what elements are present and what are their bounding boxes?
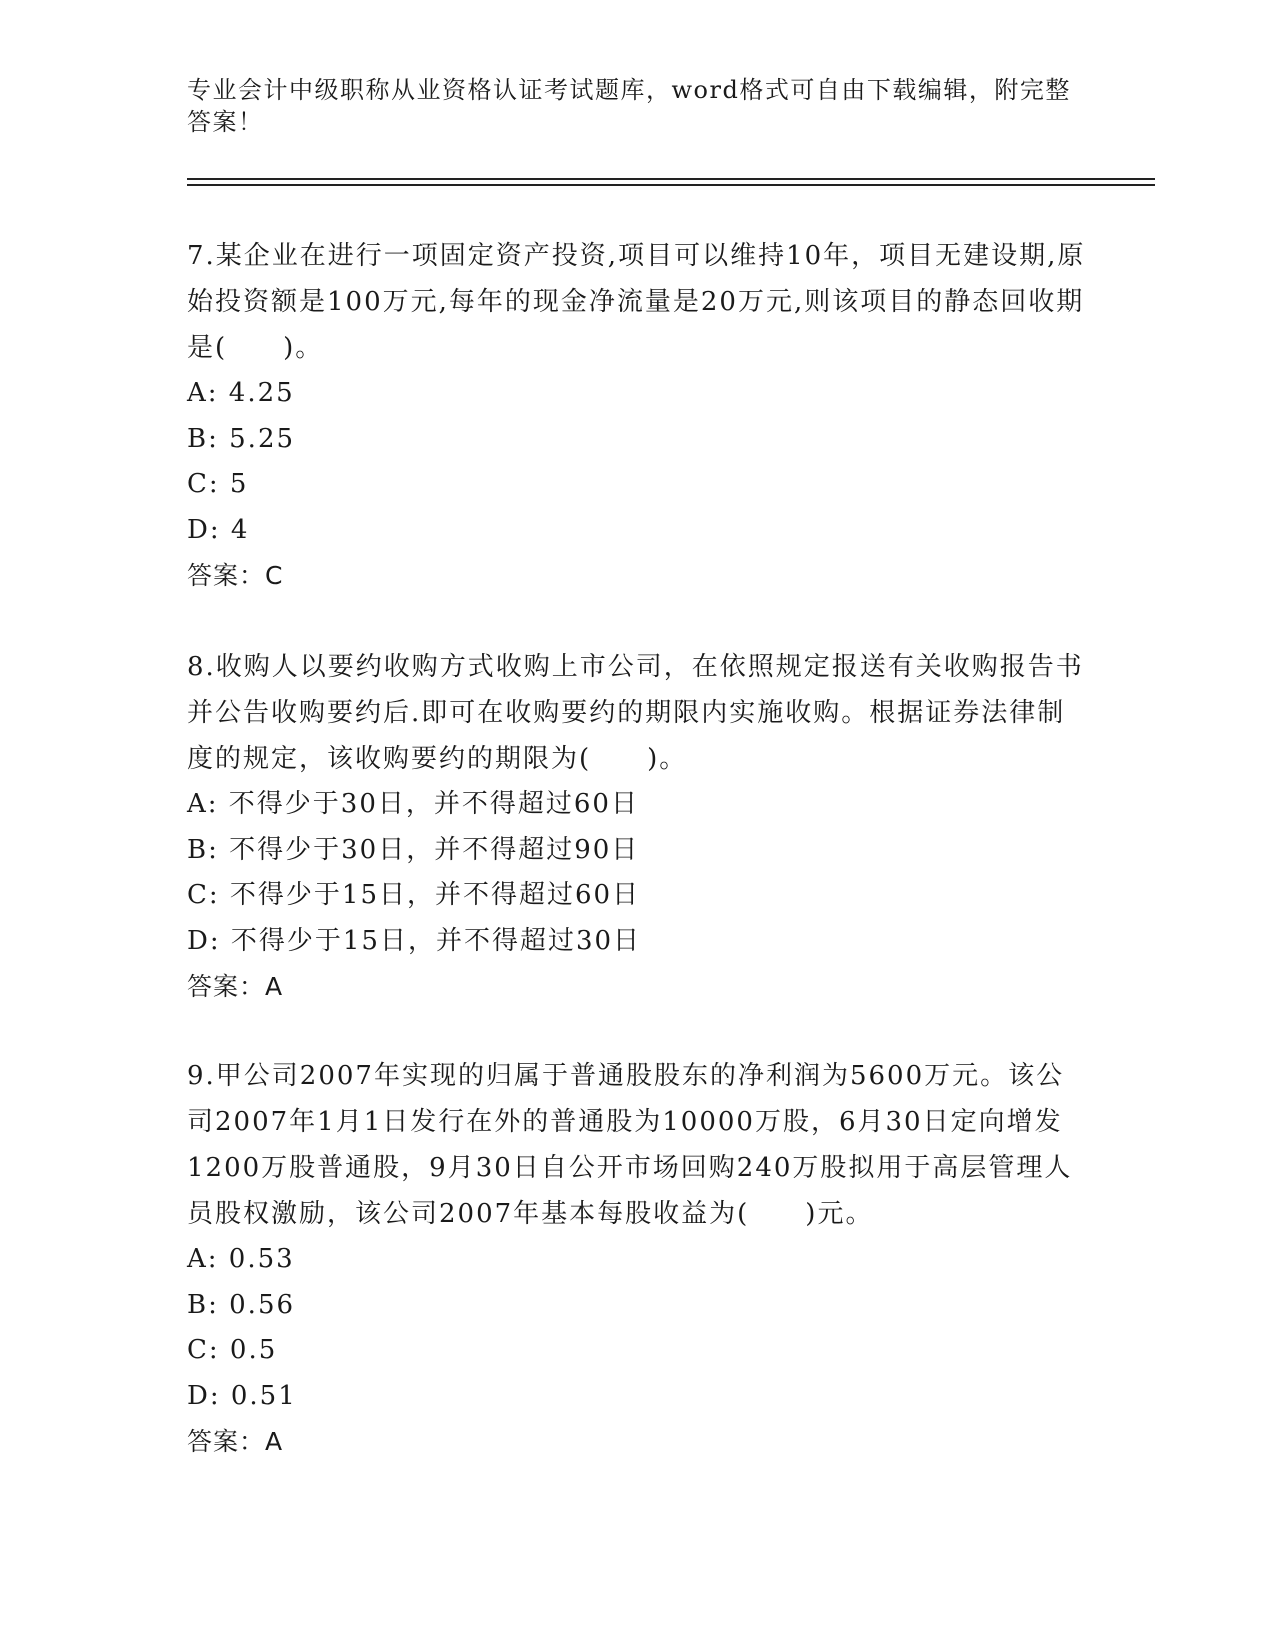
option-b: B: 0.56: [187, 1289, 296, 1320]
option-d: D: 0.51: [187, 1380, 297, 1411]
option-c: C: 不得少于15日，并不得超过60日: [187, 880, 641, 910]
answer: 答案：A: [187, 972, 284, 1001]
answer: 答案：C: [187, 561, 284, 590]
option-d: D: 4: [187, 514, 250, 545]
question-7: [187, 233, 1087, 599]
header-divider-top: [187, 178, 1155, 180]
option-a: A: 不得少于30日，并不得超过60日: [187, 789, 639, 819]
question-8: [187, 644, 1087, 1010]
question-stem: 9.甲公司2007年实现的归属于普通股股东的净利润为5600万元。该公司2007年1月1日发行在外的普通股为10000万股，6月30日定向增发1200万股普通股，9月30日自公开市场回购240万股拟用于高层管理人员股权激励，该公司2007年基本每股收益为( )元。: [187, 1061, 1073, 1229]
option-a: A: 4.25: [187, 378, 295, 408]
option-c: C: 5: [187, 469, 249, 499]
option-d: D: 不得少于15日，并不得超过30日: [187, 925, 642, 956]
header-divider-bottom: [187, 184, 1155, 186]
question-stem: 8.收购人以要约收购方式收购上市公司，在依照规定报送有关收购报告书并公告收购要约后.即可在收购要约的期限内实施收购。根据证券法律制度的规定，该收购要约的期限为( )。: [187, 652, 1084, 774]
option-c: C: 0.5: [187, 1335, 278, 1365]
option-b: B: 不得少于30日，并不得超过90日: [187, 834, 640, 865]
option-a: A: 0.53: [187, 1244, 295, 1274]
page-header: 专业会计中级职称从业资格认证考试题库，word格式可自由下载编辑，附完整答案！: [187, 76, 1071, 136]
question-9: [187, 1053, 1087, 1465]
question-stem: 7.某企业在进行一项固定资产投资,项目可以维持10年，项目无建设期,原始投资额是100万元,每年的现金净流量是20万元,则该项目的静态回收期是( )。: [187, 241, 1086, 363]
answer: 答案：A: [187, 1427, 284, 1456]
option-b: B: 5.25: [187, 423, 296, 454]
